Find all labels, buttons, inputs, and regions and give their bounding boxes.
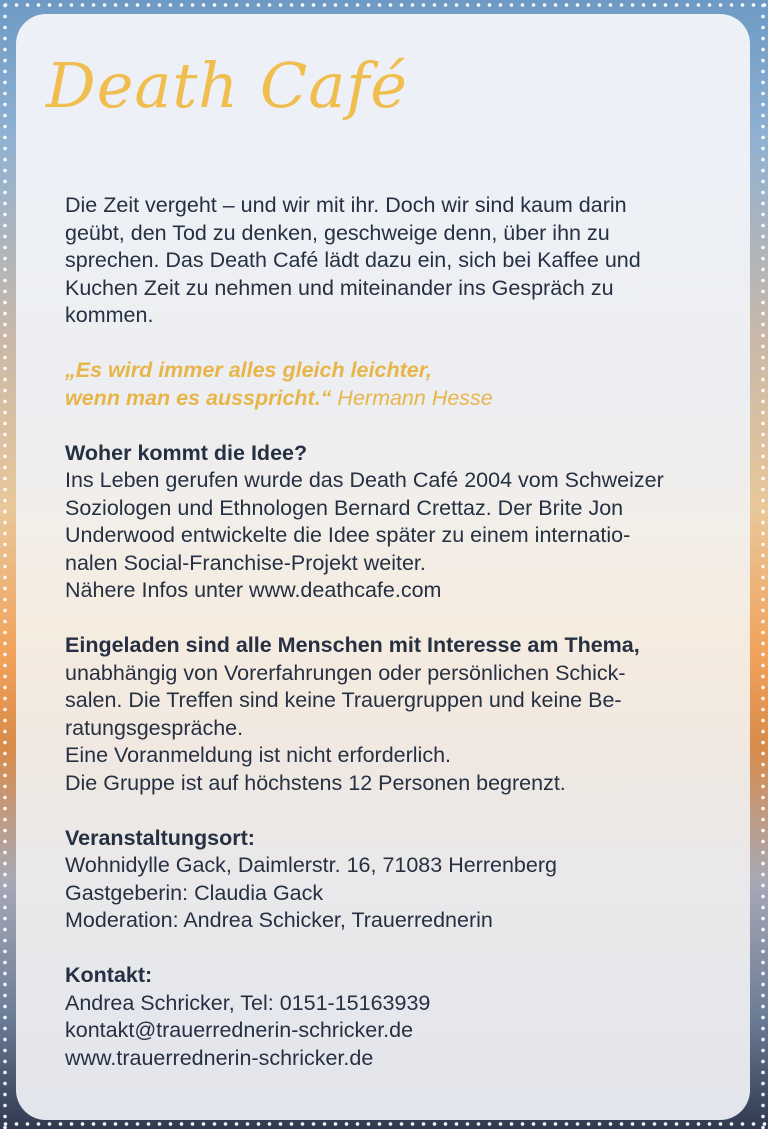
idea-heading: Woher kommt die Idee? (65, 440, 308, 465)
intro-line: kommen. (65, 303, 154, 327)
intro-line: sprechen. Das Death Café lädt dazu ein, sich bei Kaffee und (65, 248, 641, 272)
contact-email: kontakt@trauerrednerin-schricker.de (65, 1018, 414, 1042)
quote-line-1 (65, 357, 725, 385)
contact-website: www.trauerrednerin-schricker.de (65, 1045, 374, 1070)
idea-line: nalen Social-Franchise-Projekt weiter. (65, 550, 426, 575)
idea-section (65, 440, 725, 605)
page-title: Death Café (46, 49, 408, 122)
invite-line: Eine Voranmeldung ist nicht erforderlich. (65, 743, 452, 767)
invite-section (65, 632, 725, 797)
quote-section (65, 357, 725, 412)
venue-line: Moderation: Andrea Schicker, Trauerrednerin (65, 908, 493, 932)
invite-line: unabhängig von Vorerfahrungen oder persönlichen Schick- (65, 660, 626, 685)
venue-line: Gastgeberin: Claudia Gack (65, 880, 324, 905)
idea-line-link: Nähere Infos unter www.deathcafe.com (65, 578, 442, 602)
intro-line: geübt, den Tod zu denken, geschweige denn, über ihn zu (65, 220, 610, 245)
dotted-border-bottom (0, 1121, 768, 1127)
idea-line: Ins Leben gerufen wurde das Death Café 2004 vom Schweizer (65, 468, 664, 492)
invite-line: salen. Die Treffen sind keine Trauergruppen und keine Be- (65, 688, 622, 712)
venue-section (65, 825, 725, 935)
invite-heading: Eingeladen sind alle Menschen mit Interesse am Thema, (65, 633, 640, 657)
dotted-border-top (0, 2, 768, 8)
invite-line: ratungsgespräche. (65, 715, 244, 740)
flyer-content (65, 192, 725, 1072)
intro-section (65, 192, 725, 330)
idea-line: Underwood entwickelte die Idee später zu einem internatio- (65, 523, 631, 547)
quote-text-1: „Es wird immer alles gleich leichter, (65, 358, 432, 382)
intro-line: Die Zeit vergeht – und wir mit ihr. Doch wir sind kaum darin (65, 193, 627, 217)
invite-line: Die Gruppe ist auf höchstens 12 Personen begrenzt. (65, 770, 566, 795)
quote-text-2: wenn man es ausspricht.“ (65, 385, 332, 410)
quote-line-2 (65, 385, 725, 413)
intro-line: Kuchen Zeit zu nehmen und miteinander ins Gespräch zu (65, 275, 614, 300)
contact-section (65, 962, 725, 1072)
dotted-border-right (760, 0, 766, 1129)
contact-line: Andrea Schricker, Tel: 0151-15163939 (65, 990, 431, 1015)
flyer-card (16, 14, 750, 1120)
contact-heading: Kontakt: (65, 963, 153, 987)
dotted-border-left (2, 0, 8, 1129)
venue-heading: Veranstaltungsort: (65, 825, 255, 850)
venue-line: Wohnidylle Gack, Daimlerstr. 16, 71083 Herrenberg (65, 853, 557, 877)
idea-line: Soziologen und Ethnologen Bernard Crettaz. Der Brite Jon (65, 495, 624, 520)
quote-author: Hermann Hesse (331, 385, 493, 410)
